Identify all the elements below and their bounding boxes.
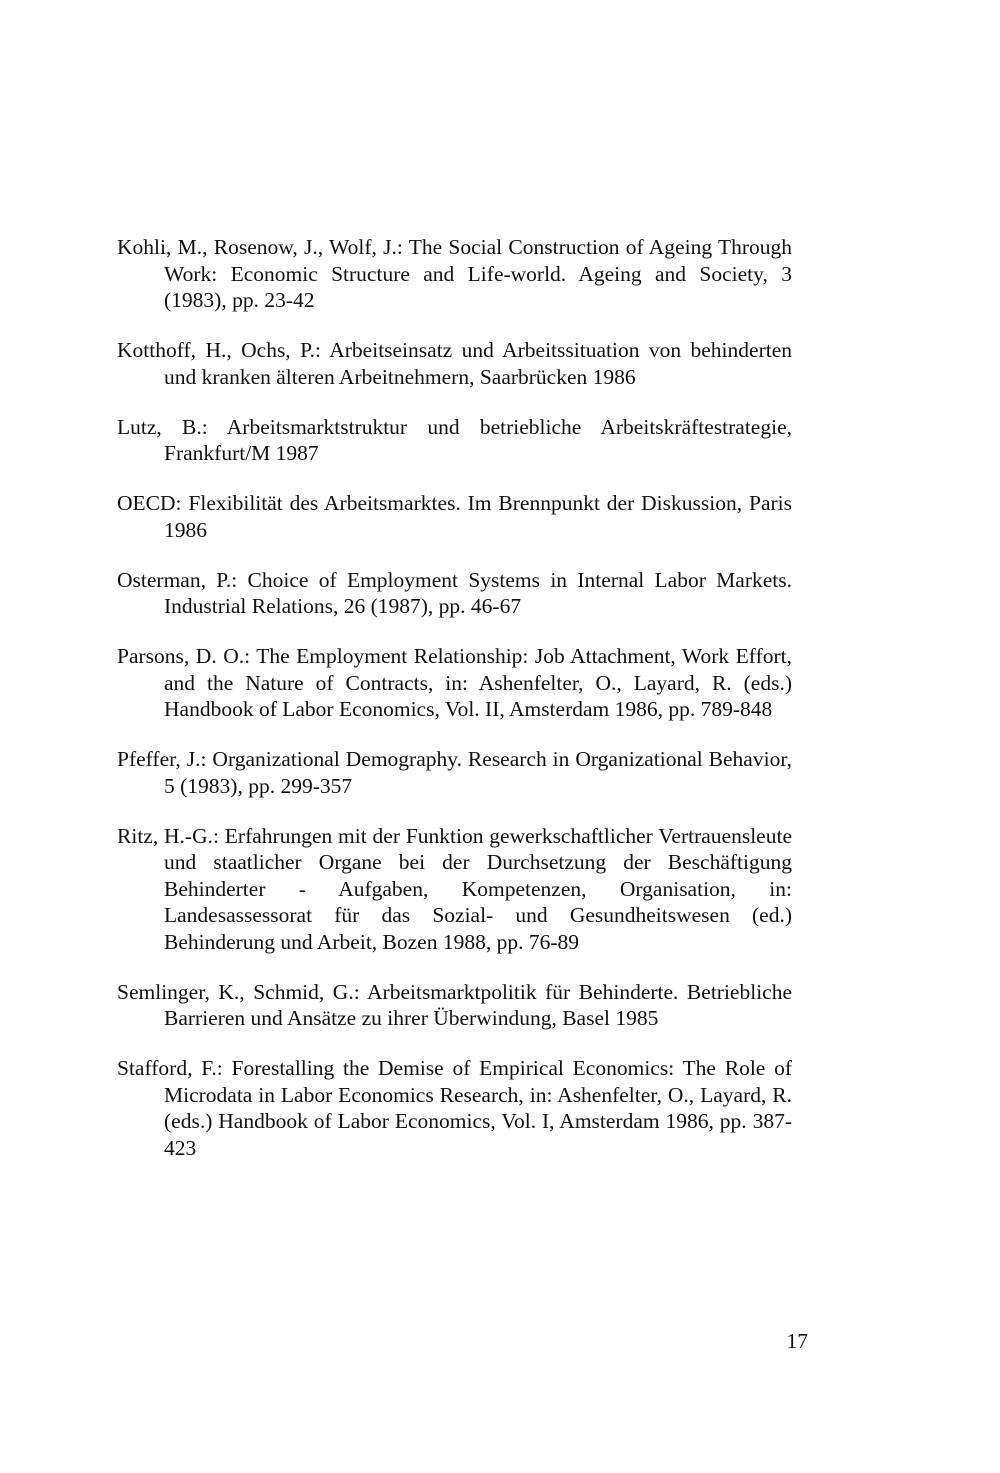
reference-entry-parsons: Parsons, D. O.: The Employment Relationship: Job Attachment, Work Effort, and the Nature of Contracts, in: Ashenfelter, O., Layard, R. (eds.) Handbook of Labor Economics, Vol. II, Amsterdam 1986, pp. 789-848 [117,644,792,721]
reference-entry-ritz: Ritz, H.-G.: Erfahrungen mit der Funktion gewerkschaftlicher Vertrauensleute und staatlicher Organe bei der Durchsetzung der Beschäftigung Behinderter - Aufgaben, Kompetenzen, Organisation, in: Landesassessorat für das Sozial- und Gesundheitswesen (ed.) Behinderung und Arbeit, Bozen 1988, pp. 76-89 [117,823,792,954]
reference-list [117,234,792,1185]
reference-entry-pfeffer: Pfeffer, J.: Organizational Demography. Research in Organizational Behavior, 5 (1983), pp. 299-357 [117,747,792,798]
page-number: 17 [786,1329,808,1353]
reference-entry-osterman: Osterman, P.: Choice of Employment Systems in Internal Labor Markets. Industrial Relations, 26 (1987), pp. 46-67 [117,567,792,618]
reference-entry-kohli: Kohli, M., Rosenow, J., Wolf, J.: The Social Construction of Ageing Through Work: Economic Structure and Life-world. Ageing and Society, 3 (1983), pp. 23-42 [117,235,792,312]
reference-entry-oecd: OECD: Flexibilität des Arbeitsmarktes. Im Brennpunkt der Diskussion, Paris 1986 [117,491,792,542]
reference-entry-stafford: Stafford, F.: Forestalling the Demise of Empirical Economics: The Role of Microdata in Labor Economics Research, in: Ashenfelter, O., Layard, R. (eds.) Handbook of Labor Economics, Vol. I, Amsterdam 1986, pp. 387-423 [117,1056,792,1160]
reference-entry-lutz: Lutz, B.: Arbeitsmarktstruktur und betriebliche Arbeitskräftestrategie, Frankfurt/M 1987 [117,414,792,465]
reference-entry-kotthoff: Kotthoff, H., Ochs, P.: Arbeitseinsatz und Arbeitssituation von behinderten und kranken älteren Arbeitnehmern, Saarbrücken 1986 [117,338,792,389]
reference-entry-semlinger: Semlinger, K., Schmid, G.: Arbeitsmarktpolitik für Behinderte. Betriebliche Barrieren und Ansätze zu ihrer Überwindung, Basel 1985 [117,979,792,1030]
